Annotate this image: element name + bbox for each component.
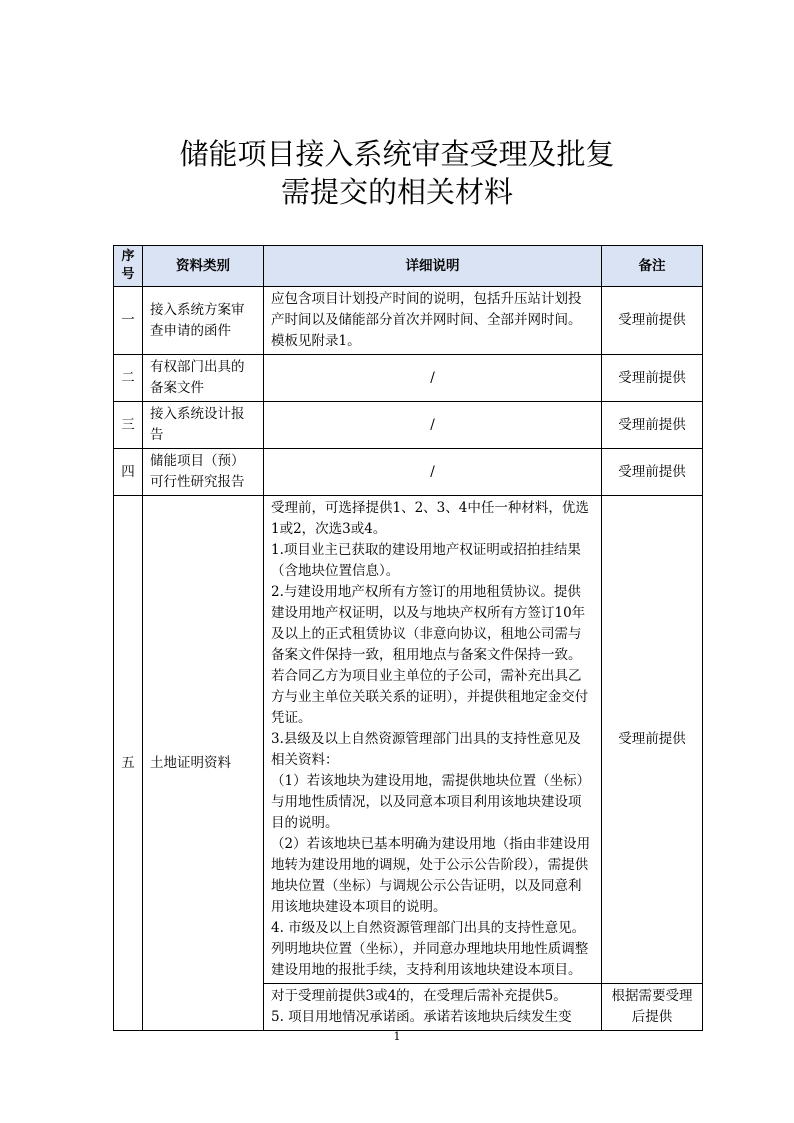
table-header-row: [114, 246, 703, 287]
row-detail: /: [264, 449, 602, 496]
row-no: 五: [114, 496, 143, 1031]
table-row: [114, 287, 703, 355]
row-detail: 应包含项目计划投产时间的说明，包括升压站计划投产时间以及储能部分首次并网时间、全部并网时间。模板见附录1。: [264, 287, 602, 355]
row-category: 接入系统方案审查申请的函件: [143, 287, 264, 355]
row-remark: 受理前提供: [602, 496, 703, 984]
table-row: [114, 402, 703, 449]
header-category: 资料类别: [143, 246, 264, 287]
row-detail: /: [264, 355, 602, 402]
row-no: 二: [114, 355, 143, 402]
table-row: [114, 496, 703, 984]
detail-paragraph: （2）若该地块已基本明确为建设用地（指由非建设用地转为建设用地的调规，处于公示公告阶段），需提供地块位置（坐标）与调规公示公告证明，以及同意利用该地块建设本项目的说明。: [271, 836, 591, 915]
row-category: 接入系统设计报告: [143, 402, 264, 449]
header-detail: 详细说明: [264, 246, 602, 287]
page-title-line1: 储能项目接入系统审查受理及批复: [179, 137, 615, 171]
materials-table: [113, 245, 703, 1031]
row-category: 储能项目（预）可行性研究报告: [143, 449, 264, 496]
row-category: 土地证明资料: [143, 496, 264, 1031]
table-row: [114, 355, 703, 402]
page-number: 1: [393, 1030, 401, 1043]
header-no: 序号: [114, 246, 143, 287]
row-remark: 受理前提供: [602, 402, 703, 449]
row-category: 有权部门出具的备案文件: [143, 355, 264, 402]
row-remark: 受理前提供: [602, 287, 703, 355]
row-no: 一: [114, 287, 143, 355]
row-no: 四: [114, 449, 143, 496]
row-detail: [264, 984, 602, 1031]
row-remark: 受理前提供: [602, 449, 703, 496]
page-title-line2: 需提交的相关材料: [280, 175, 513, 209]
header-remark: 备注: [602, 246, 703, 287]
row-no: 三: [114, 402, 143, 449]
row-detail: /: [264, 402, 602, 449]
row-remark: 受理前提供: [602, 355, 703, 402]
detail-paragraph: 受理前，可选择提供1、2、3、4中任一种材料，优选1或2，次选3或4。: [271, 500, 589, 537]
row-detail: [264, 496, 602, 984]
detail-paragraph: （1）若该地块为建设用地，需提供地块位置（坐标）与用地性质情况，以及同意本项目利用该地块建设项目的说明。: [271, 773, 591, 831]
detail-paragraph: 4. 市级及以上自然资源管理部门出具的支持性意见。列明地块位置（坐标），并同意办理地块用地性质调整建设用地的报批手续，支持利用该地块建设本项目。: [271, 920, 589, 978]
detail-paragraph: 5. 项目用地情况承诺函。承诺若该地块后续发生变: [271, 1009, 572, 1025]
detail-paragraph: 2.与建设用地产权所有方签订的用地租赁协议。提供建设用地产权证明，以及与地块产权所有方签订10年及以上的正式租赁协议（非意向协议，租地公司需与备案文件保持一致，租用地点与备案文件保持一致。若合同乙方为项目业主单位的子公司，需补充出具乙方与业主单位关联关系的证明），并提供租地定金交付凭证。: [271, 584, 589, 726]
row-remark: 根据需要受理后提供: [602, 984, 703, 1031]
detail-paragraph: 3.县级及以上自然资源管理部门出具的支持性意见及相关资料：: [271, 731, 581, 768]
detail-paragraph: 1.项目业主已获取的建设用地产权证明或招拍挂结果（含地块位置信息）。: [271, 542, 581, 579]
detail-paragraph: 对于受理前提供3或4的，在受理后需补充提供5。: [271, 988, 567, 1004]
table-row: [114, 449, 703, 496]
